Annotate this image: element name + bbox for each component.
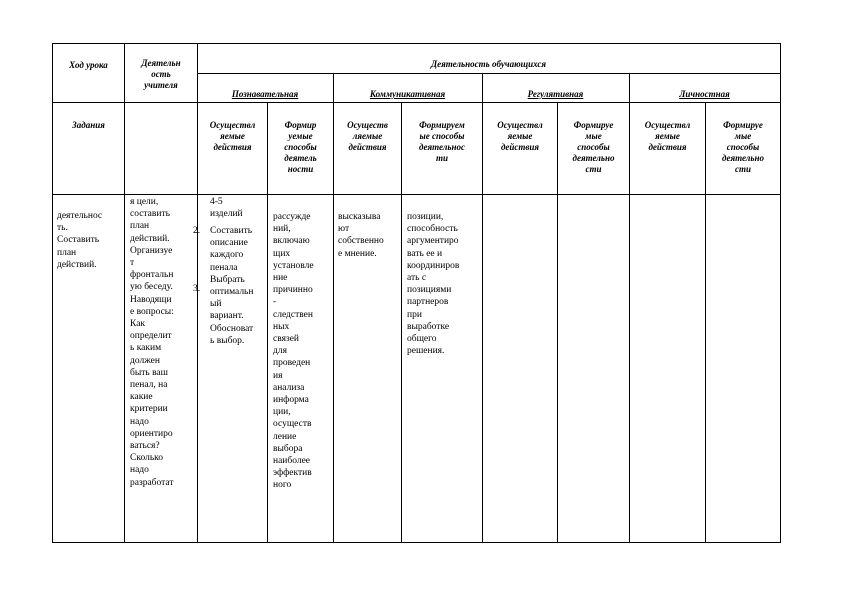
sub-cognitive-actions: Осуществл яемые действия: [209, 120, 256, 152]
cell-cognitive-methods: рассужде ний, включаю щих установле ние причинно - следствен ных связей для проведен ия анализа информа ции, осуществ ление выбора наиболее эффектив ного: [273, 212, 314, 491]
table-bottom-border: [52, 542, 780, 543]
sub-personal-methods: Формируе мые способы деятельно сти: [722, 120, 764, 174]
list-number-3: 3.: [193, 284, 201, 294]
header-row-bottom-line: [52, 102, 780, 103]
sub-communicative-actions: Осуществ ляемые действия: [347, 120, 388, 152]
header-student-activity: Деятельность обучающихся: [430, 59, 547, 69]
cell-teacher-activity: я цели, составить план действий. Организуе т фронтальн ую беседу. Наводящи е вопросы: Как определит ь каким должен быть ваш пенал, на какие критерии надо ориентиро ваться? Сколько надо разработат: [130, 197, 174, 488]
group-communicative: Коммуникативная: [369, 89, 446, 99]
table-left-border: [52, 43, 53, 543]
cell-communicative-actions: высказыва ют собственно е мнение.: [338, 212, 384, 259]
sub-communicative-methods: Формируем ые способы деятельнос ти: [419, 120, 465, 163]
header-tasks: Задания: [72, 120, 105, 130]
header-lesson-progress: Ход урока: [69, 60, 108, 70]
cell-cognitive-actions-lead: 4-5 изделий: [210, 197, 243, 220]
group-regulative: Регулятивная: [527, 89, 584, 99]
sub-cognitive-methods: Формир уемые способы деятель ности: [284, 120, 317, 174]
sub-regulative-actions: Осуществл яемые действия: [497, 120, 543, 152]
col-divider-5: [401, 102, 402, 543]
cell-cognitive-actions: Составить описание каждого пенала Выбрать оптимальн ый вариант. Обосноват ь выбор.: [210, 226, 254, 346]
sub-personal-actions: Осуществл яемые действия: [644, 120, 691, 152]
col-divider-1: [124, 43, 125, 543]
list-number-2: 2.: [193, 226, 201, 236]
subheader-bottom-line: [52, 194, 780, 195]
cell-lesson-task: деятельнос ть. Составить план действий.: [57, 211, 103, 270]
header-teacher-activity: Деятельн ость учителя: [141, 58, 181, 90]
table-right-border: [780, 43, 781, 543]
group-row-top-line: [197, 73, 780, 74]
table-top-border: [52, 43, 780, 44]
group-personal: Личностная: [679, 89, 730, 99]
group-cognitive: Познавательная: [231, 89, 299, 99]
cell-communicative-methods: позиции, способность аргументиро вать ее и координиров ать с позициями партнеров при выработке общего решения.: [407, 212, 460, 357]
sub-regulative-methods: Формируе мые способы деятельно сти: [572, 120, 615, 174]
